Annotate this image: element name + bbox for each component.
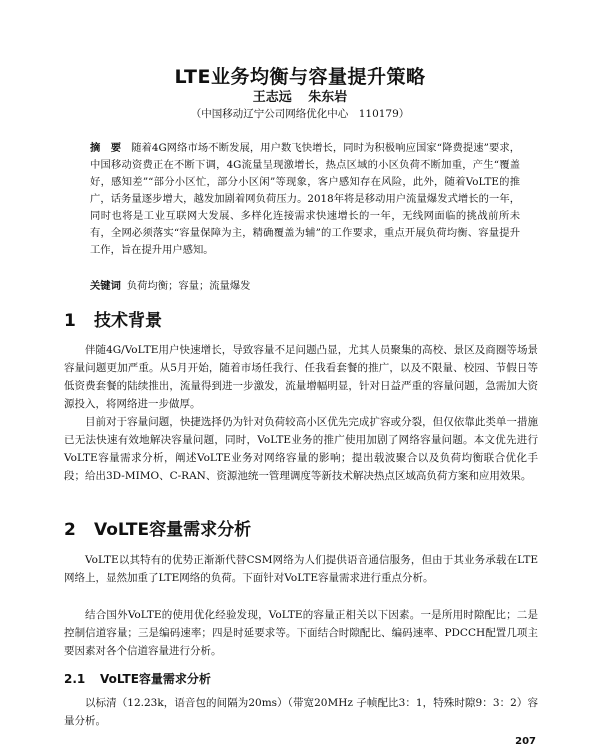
keywords-label: 关键词 xyxy=(90,280,121,292)
author-name: 朱东岩 xyxy=(308,90,348,105)
paper-title: LTE业务均衡与容量提升策略 xyxy=(174,66,426,88)
paragraph: 伴随4G/VoLTE用户快速增长，导致容量不足问题凸显，尤其人员聚集的高校、景区及商圈等场景容量问题更加严重。从5月开始，随着市场任我行、任我看套餐的推广，以及不限量、校园、节假日等低资费套餐的陆续推出，流量得到进一步激发，流量增幅明显，针对日益严重的容量问题，急需加大资源投入，将网络进一步做厚。 xyxy=(64,344,538,410)
author-list xyxy=(0,86,600,105)
section-number: 2 xyxy=(64,520,76,540)
section-title: 技术背景 xyxy=(94,311,162,331)
paragraph: 以标清（12.23k，语音包的间隔为20ms）（带宽20MHz 子帧配比3：1，特殊时隙9：3：2）容量分析。 xyxy=(64,697,538,727)
affiliation: （中国移动辽宁公司网络优化中心 110179） xyxy=(190,108,410,120)
section-number: 1 xyxy=(64,311,76,331)
paragraph: 目前对于容量问题，快捷选择仍为针对负荷较高小区优先完成扩容或分裂，但仅依靠此类单一措施已无法快速有效地解决容量问题，同时，VoLTE业务的推广使用加剧了网络容量问题。本文优先进行VoLTE容量需求分析，阐述VoLTE业务对网络容量的影响；提出载波聚合以及负荷均衡联合优化手段；给出3D-MIMO、C-RAN、资源池统一管理调度等新技术解决热点区域高负荷方案和应用效果。 xyxy=(64,416,538,482)
author-name: 王志远 xyxy=(252,90,292,105)
abstract-text: 随着4G网络市场不断发展，用户数飞快增长，同时为积极响应国家“降费提速”要求，中国移动资费正在不断下调，4G流量呈现激增长，热点区域的小区负荷不断加重，产生“覆盖好，感知差”“部分小区忙，部分小区闲”等现象，客户感知存在风险，此外，随着VoLTE的推广，话务量逐步增大，越发加剧着网负荷压力。2018年将是移动用户流量爆发式增长的一年，同时也将是工业互联网大发展、多样化连接需求快速增长的一年，无线网面临的挑战前所未有，全网必须落实“容量保障为主，精确覆盖为辅”的工作要求，重点开展负荷均衡、容量提升工作，旨在提升用户感知。 xyxy=(90,142,521,256)
page-number: 207 xyxy=(515,736,536,747)
subsection-number: 2.1 xyxy=(64,672,86,686)
subsection-heading-2-1 xyxy=(64,670,211,687)
keywords xyxy=(90,278,520,294)
keywords-text: 负荷均衡；容量；流量爆发 xyxy=(126,280,251,292)
paragraph: VoLTE以其特有的优势正渐渐代替CSM网络为人们提供语音通信服务，但由于其业务承载在LTE网络上，显然加重了LTE网络的负荷。下面针对VoLTE容量需求进行重点分析。 xyxy=(64,554,538,584)
paragraph: 结合国外VoLTE的使用优化经验发现，VoLTE的容量正相关以下因素。一是所用时隙配比；二是控制信道容量；三是编码速率；四是时延要求等。下面结合时隙配比、编码速率、PDCCH配置几项主要因素对各个信道容量进行分析。 xyxy=(64,609,538,657)
abstract xyxy=(90,140,520,259)
section-title: VoLTE容量需求分析 xyxy=(94,520,252,540)
abstract-label: 摘 要 xyxy=(90,142,122,154)
section-heading-2 xyxy=(64,515,251,540)
subsection-title: VoLTE容量需求分析 xyxy=(100,672,211,686)
section-heading-1 xyxy=(64,306,162,331)
